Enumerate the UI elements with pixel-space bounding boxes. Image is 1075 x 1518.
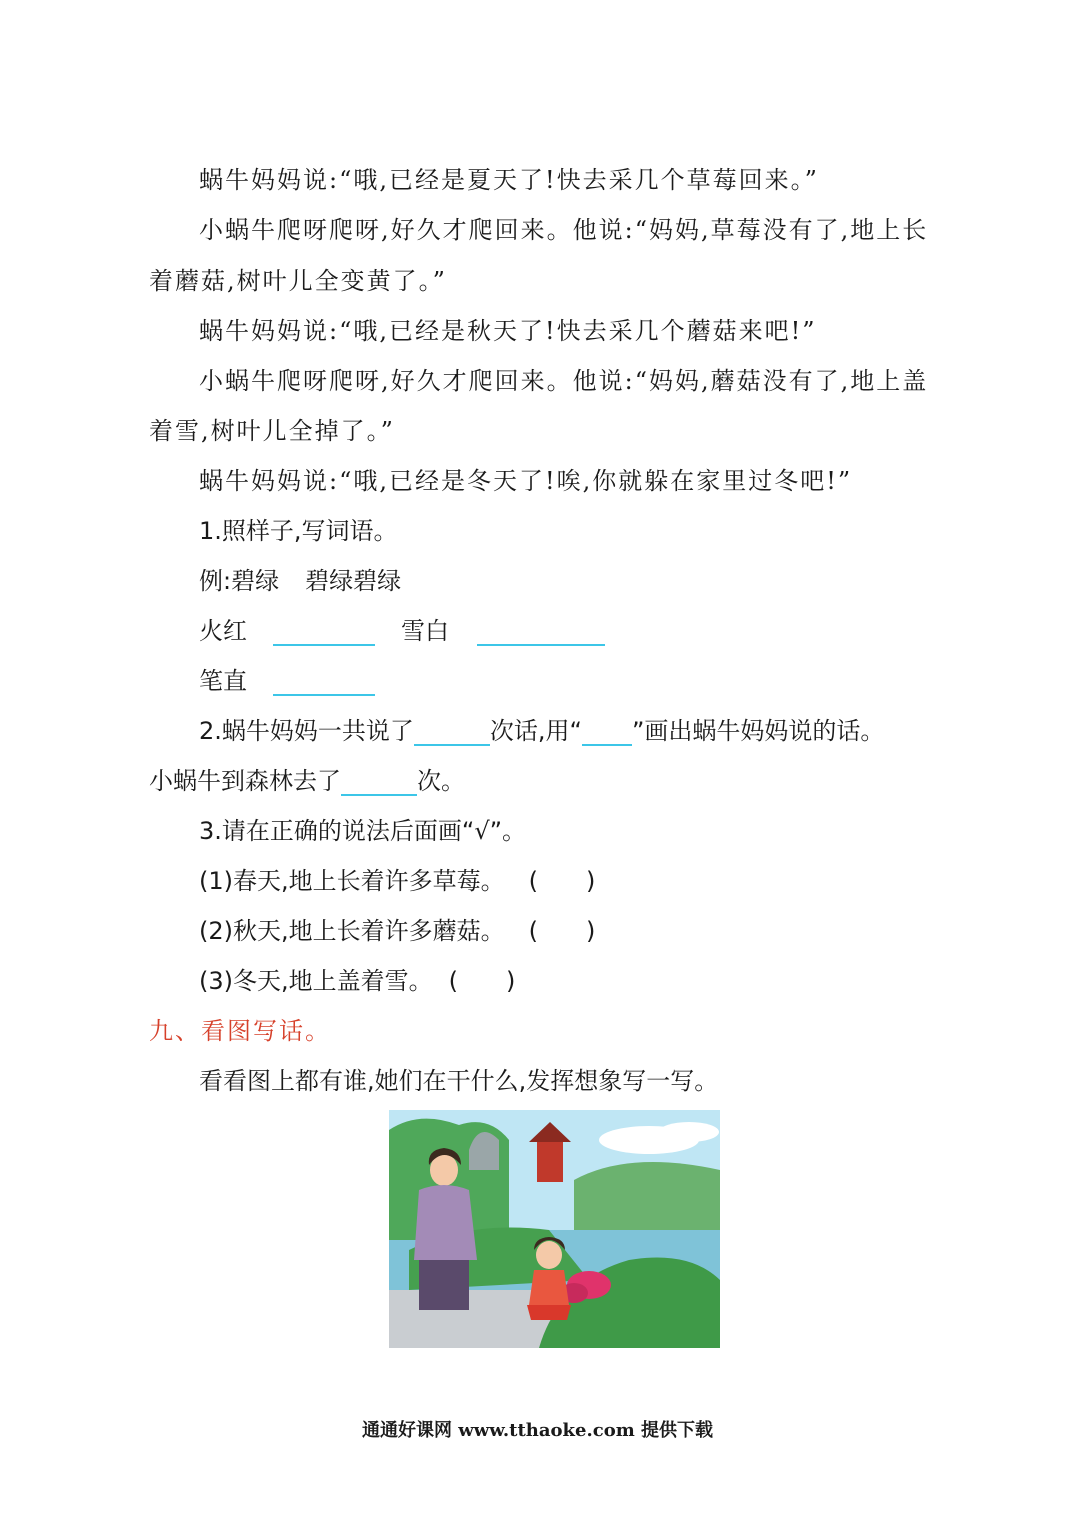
example-answer: 碧绿碧绿 bbox=[305, 567, 402, 595]
question-3-item-2 bbox=[199, 916, 595, 946]
section-9-prompt: 看看图上都有谁,她们在干什么,发挥想象写一写。 bbox=[199, 1067, 719, 1095]
quote-open: “ bbox=[569, 717, 582, 745]
story-paragraph-4-line2: 着雪,树叶儿全掉了。” bbox=[149, 417, 395, 445]
word-bizhi: 笔直 bbox=[199, 667, 247, 695]
question-1-example bbox=[199, 566, 401, 596]
question-3-title: 3.请在正确的说法后面画“√”。 bbox=[199, 817, 527, 845]
question-2-line-2 bbox=[149, 766, 465, 796]
story-paragraph-1: 蜗牛妈妈说:“哦,已经是夏天了!快去采几个草莓回来。” bbox=[199, 166, 819, 194]
question-2-part2: 次话,用 bbox=[489, 717, 570, 745]
story-paragraph-5: 蜗牛妈妈说:“哦,已经是冬天了!唉,你就躲在家里过冬吧!” bbox=[199, 467, 853, 495]
question-1-row-1 bbox=[199, 616, 605, 646]
question-3-item-1 bbox=[199, 866, 595, 896]
question-2-line-1 bbox=[199, 716, 884, 746]
story-paragraph-3: 蜗牛妈妈说:“哦,已经是秋天了!快去采几个蘑菇来吧!” bbox=[199, 317, 817, 345]
answer-bracket-1[interactable]: ( ) bbox=[528, 867, 596, 895]
example-prefix: 例:碧绿 bbox=[199, 567, 280, 595]
item-1-text: (1)春天,地上长着许多草莓。 bbox=[199, 867, 505, 895]
question-2-line2a: 小蜗牛到森林去了 bbox=[149, 767, 341, 795]
question-1-row-2 bbox=[199, 666, 375, 696]
answer-blank-huohong[interactable] bbox=[273, 620, 375, 646]
answer-blank-count-talks[interactable] bbox=[414, 720, 490, 746]
question-2-line2b: 次。 bbox=[417, 767, 465, 795]
answer-blank-mark[interactable] bbox=[582, 720, 632, 746]
question-3-item-3 bbox=[199, 966, 515, 996]
section-9-heading: 九、看图写话。 bbox=[149, 1017, 331, 1045]
question-2-part1: 2.蜗牛妈妈一共说了 bbox=[199, 717, 414, 745]
answer-blank-bizhi[interactable] bbox=[273, 670, 375, 696]
question-2-part3: 画出蜗牛妈妈说的话。 bbox=[644, 717, 885, 745]
answer-blank-forest-trips[interactable] bbox=[341, 770, 417, 796]
item-3-text: (3)冬天,地上盖着雪。 bbox=[199, 967, 433, 995]
answer-bracket-3[interactable]: ( ) bbox=[448, 967, 516, 995]
story-paragraph-4-line1: 小蜗牛爬呀爬呀,好久才爬回来。他说:“妈妈,蘑菇没有了,地上盖 bbox=[199, 367, 929, 395]
footer-source: 通通好课网 www.tthaoke.com 提供下载 bbox=[361, 1420, 714, 1441]
answer-bracket-2[interactable]: ( ) bbox=[528, 917, 596, 945]
word-huohong: 火红 bbox=[199, 617, 247, 645]
story-paragraph-2-line2: 着蘑菇,树叶儿全变黄了。” bbox=[149, 267, 447, 295]
item-2-text: (2)秋天,地上长着许多蘑菇。 bbox=[199, 917, 505, 945]
story-paragraph-2-line1: 小蜗牛爬呀爬呀,好久才爬回来。他说:“妈妈,草莓没有了,地上长 bbox=[199, 216, 929, 244]
question-1-title: 1.照样子,写词语。 bbox=[199, 517, 398, 545]
quote-close: ” bbox=[631, 717, 645, 745]
answer-blank-xuebai[interactable] bbox=[477, 620, 605, 646]
mother-daughter-flower-picture bbox=[389, 1110, 720, 1348]
word-xuebai: 雪白 bbox=[401, 617, 449, 645]
